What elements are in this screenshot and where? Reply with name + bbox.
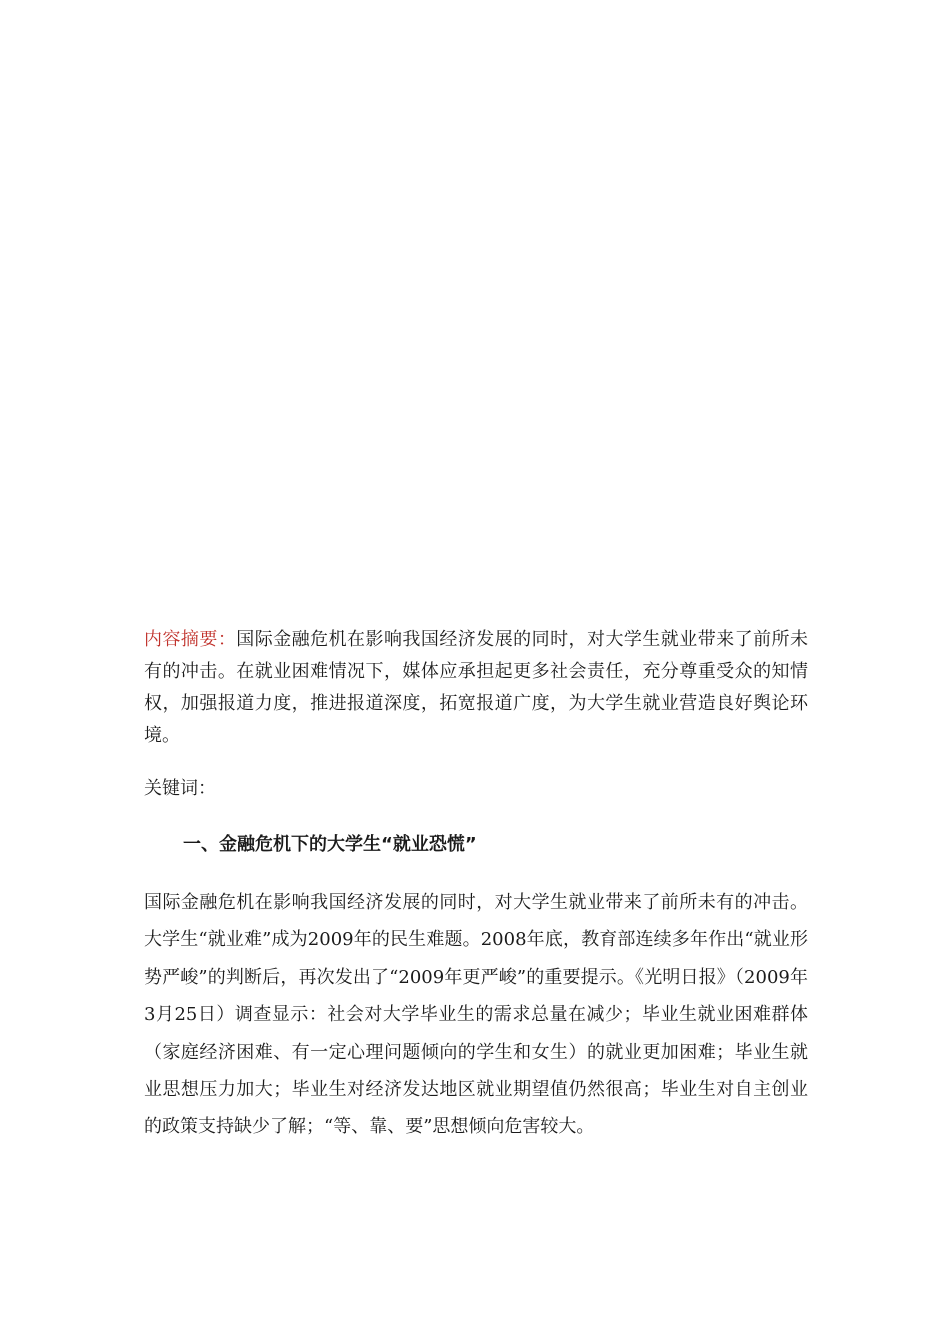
keywords-line: [144, 774, 808, 804]
abstract-paragraph: [144, 624, 808, 752]
section-heading: 一、金融危机下的大学生“就业恐慌”: [183, 834, 477, 855]
abstract-text: 国际金融危机在影响我国经济发展的同时，对大学生就业带来了前所未有的冲击。在就业困难情况下，媒体应承担起更多社会责任，充分尊重受众的知情权，加强报道力度，推进报道深度，拓宽报道广度，为大学生就业营造良好舆论环境。: [144, 629, 809, 746]
section-paragraph: 国际金融危机在影响我国经济发展的同时，对大学生就业带来了前所未有的冲击。大学生“就业难”成为2009年的民生难题。2008年底，教育部连续多年作出“就业形势严峻”的判断后，再次发出了“2009年更严峻”的重要提示。《光明日报》（2009年3月25日）调查显示：社会对大学毕业生的需求总量在减少；毕业生就业困难群体（家庭经济困难、有一定心理问题倾向的学生和女生）的就业更加困难；毕业生就业思想压力加大；毕业生对经济发达地区就业期望值仍然很高；毕业生对自主创业的政策支持缺少了解；“等、靠、要”思想倾向危害较大。: [144, 892, 808, 1138]
keywords-label: 关键词：: [144, 778, 216, 799]
abstract-label: 内容摘要：: [144, 629, 237, 650]
